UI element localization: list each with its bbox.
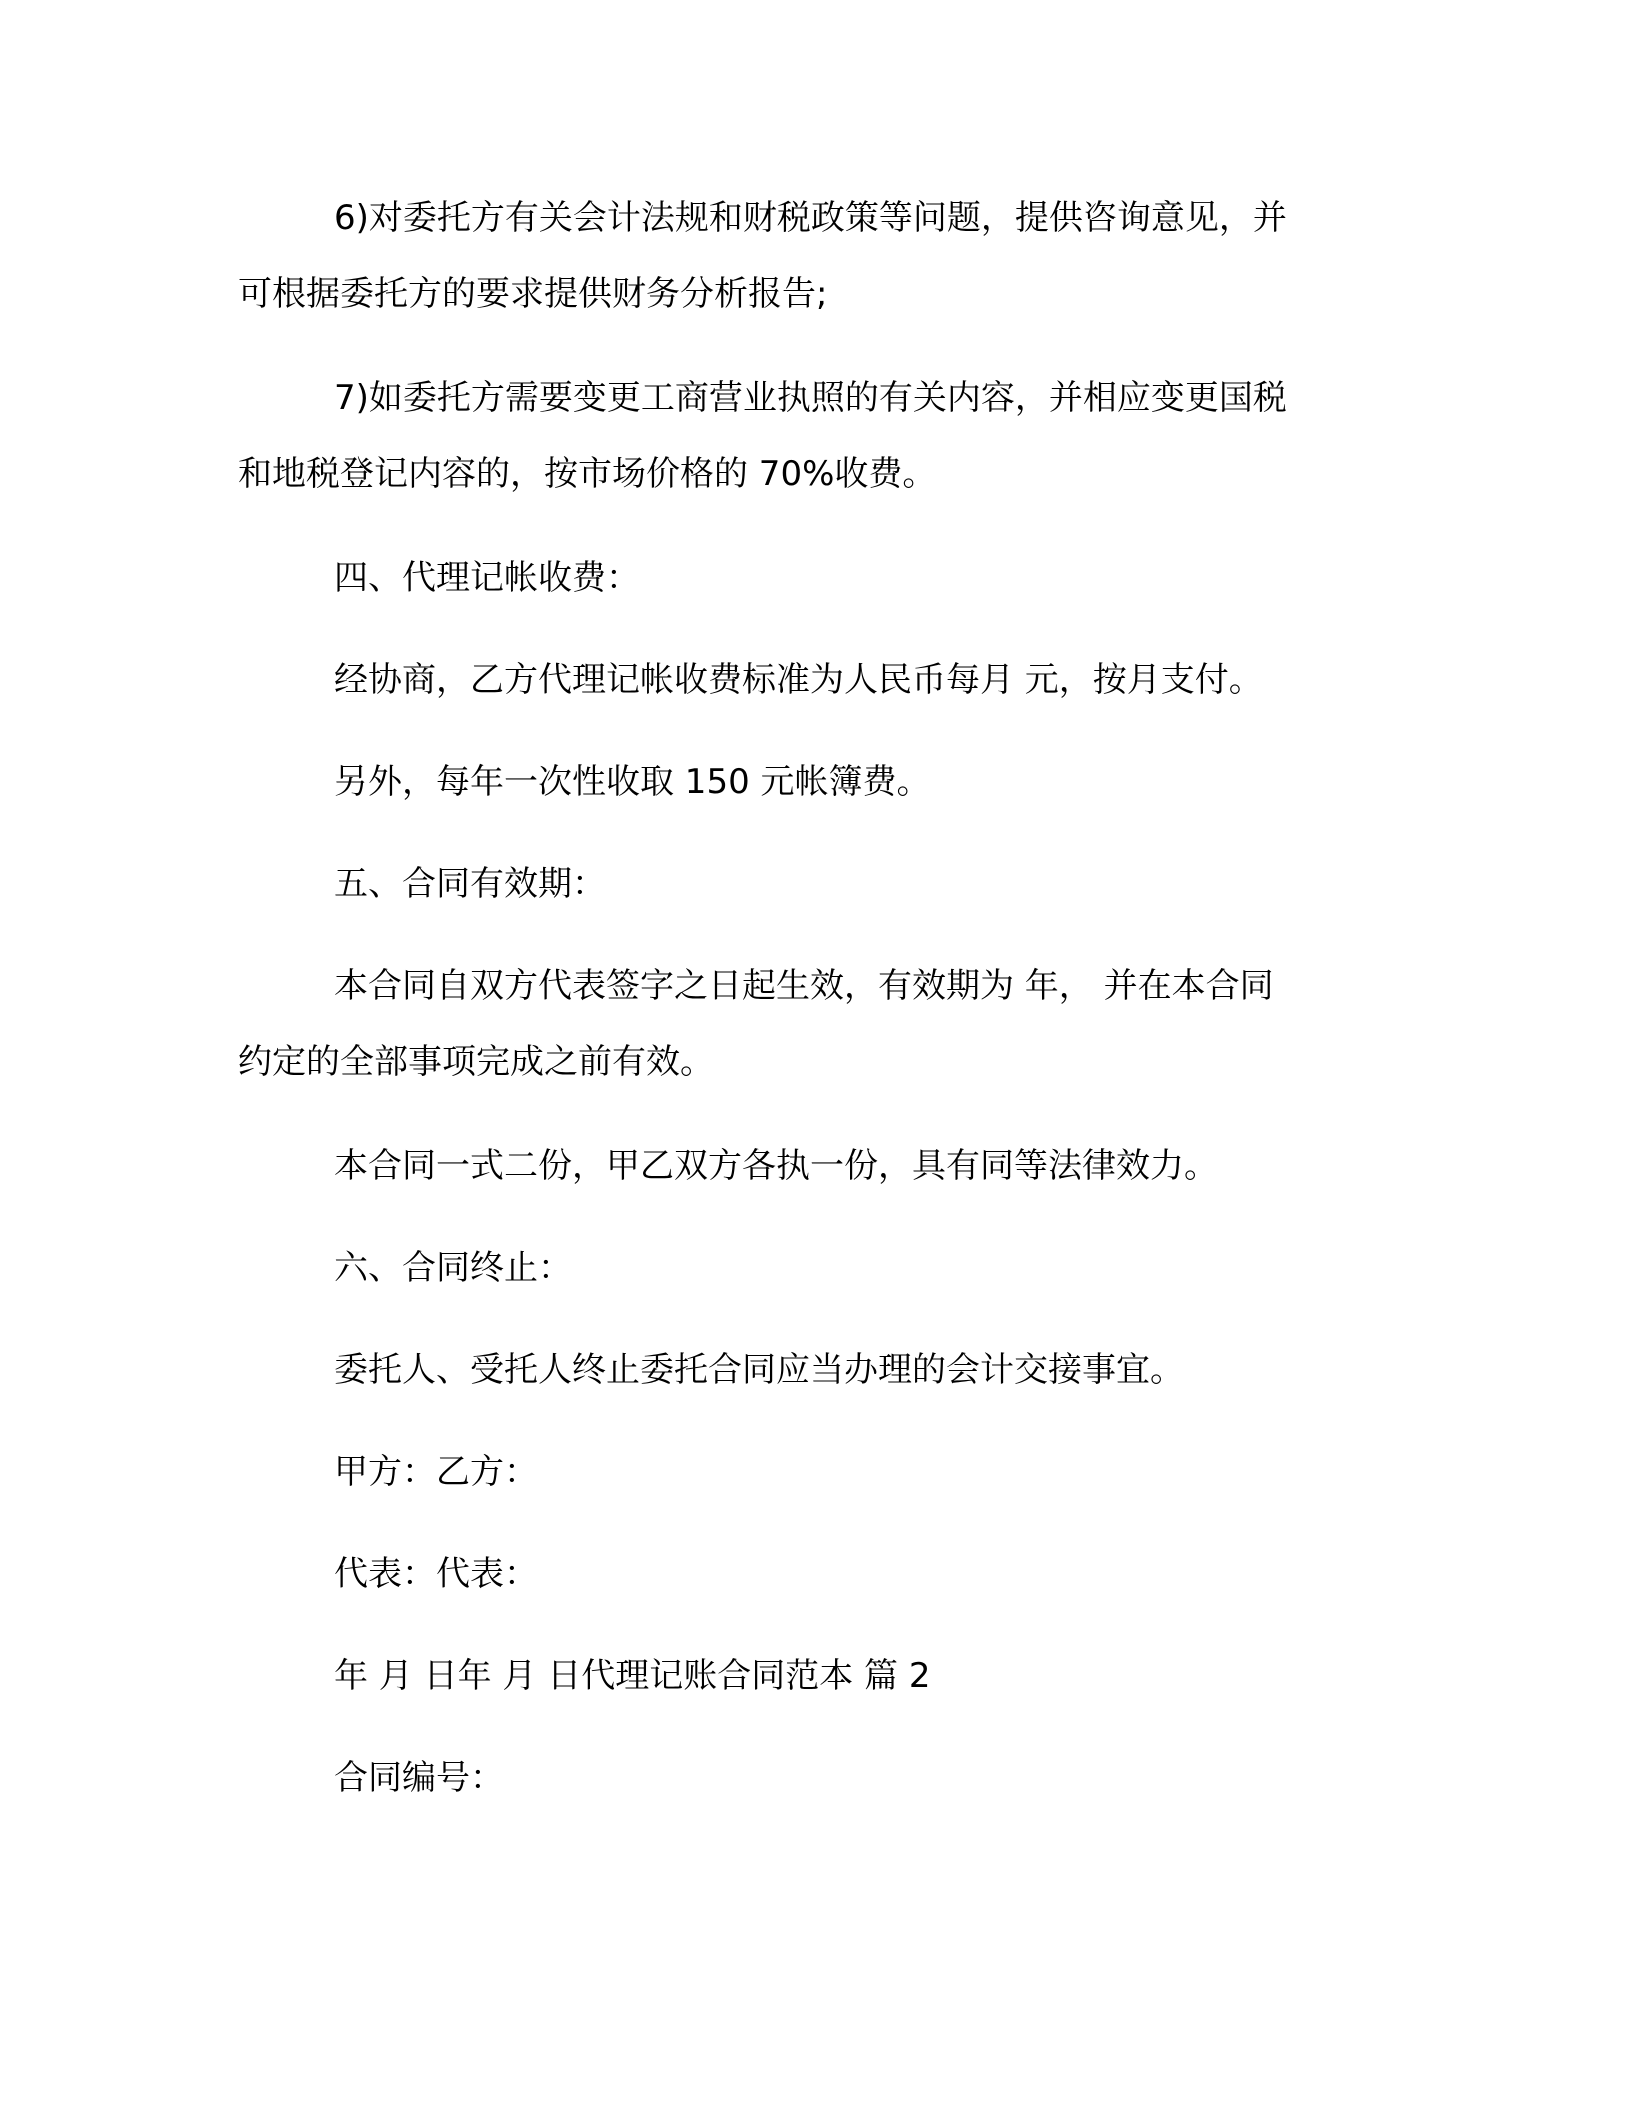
section-6-heading: 六、合同终止：: [334, 1248, 572, 1288]
clause-7-line-2: 和地税登记内容的，按市场价格的 70%收费。: [238, 454, 937, 494]
party-line: 甲方：乙方：: [334, 1452, 538, 1492]
date-and-title-line: 年 月 日年 月 日代理记账合同范本 篇 2: [334, 1656, 931, 1696]
copies-paragraph: 本合同一式二份，甲乙双方各执一份，具有同等法律效力。: [334, 1146, 1218, 1186]
clause-6-line-1: 6)对委托方有关会计法规和财税政策等问题，提供咨询意见，并: [334, 198, 1287, 238]
fee-extra-paragraph: 另外，每年一次性收取 150 元帐簿费。: [334, 762, 931, 802]
contract-number-label: 合同编号：: [334, 1758, 504, 1798]
representative-line: 代表：代表：: [334, 1554, 538, 1594]
validity-line-1: 本合同自双方代表签字之日起生效，有效期为 年， 并在本合同: [334, 966, 1274, 1006]
section-4-heading: 四、代理记帐收费：: [334, 558, 640, 598]
section-5-heading: 五、合同有效期：: [334, 864, 606, 904]
clause-6-line-2: 可根据委托方的要求提供财务分析报告;: [238, 274, 828, 314]
clause-7-line-1: 7)如委托方需要变更工商营业执照的有关内容，并相应变更国税: [334, 378, 1287, 418]
termination-paragraph: 委托人、受托人终止委托合同应当办理的会计交接事宜。: [334, 1350, 1184, 1390]
validity-line-2: 约定的全部事项完成之前有效。: [238, 1042, 714, 1082]
fee-paragraph: 经协商，乙方代理记帐收费标准为人民币每月 元，按月支付。: [334, 660, 1263, 700]
